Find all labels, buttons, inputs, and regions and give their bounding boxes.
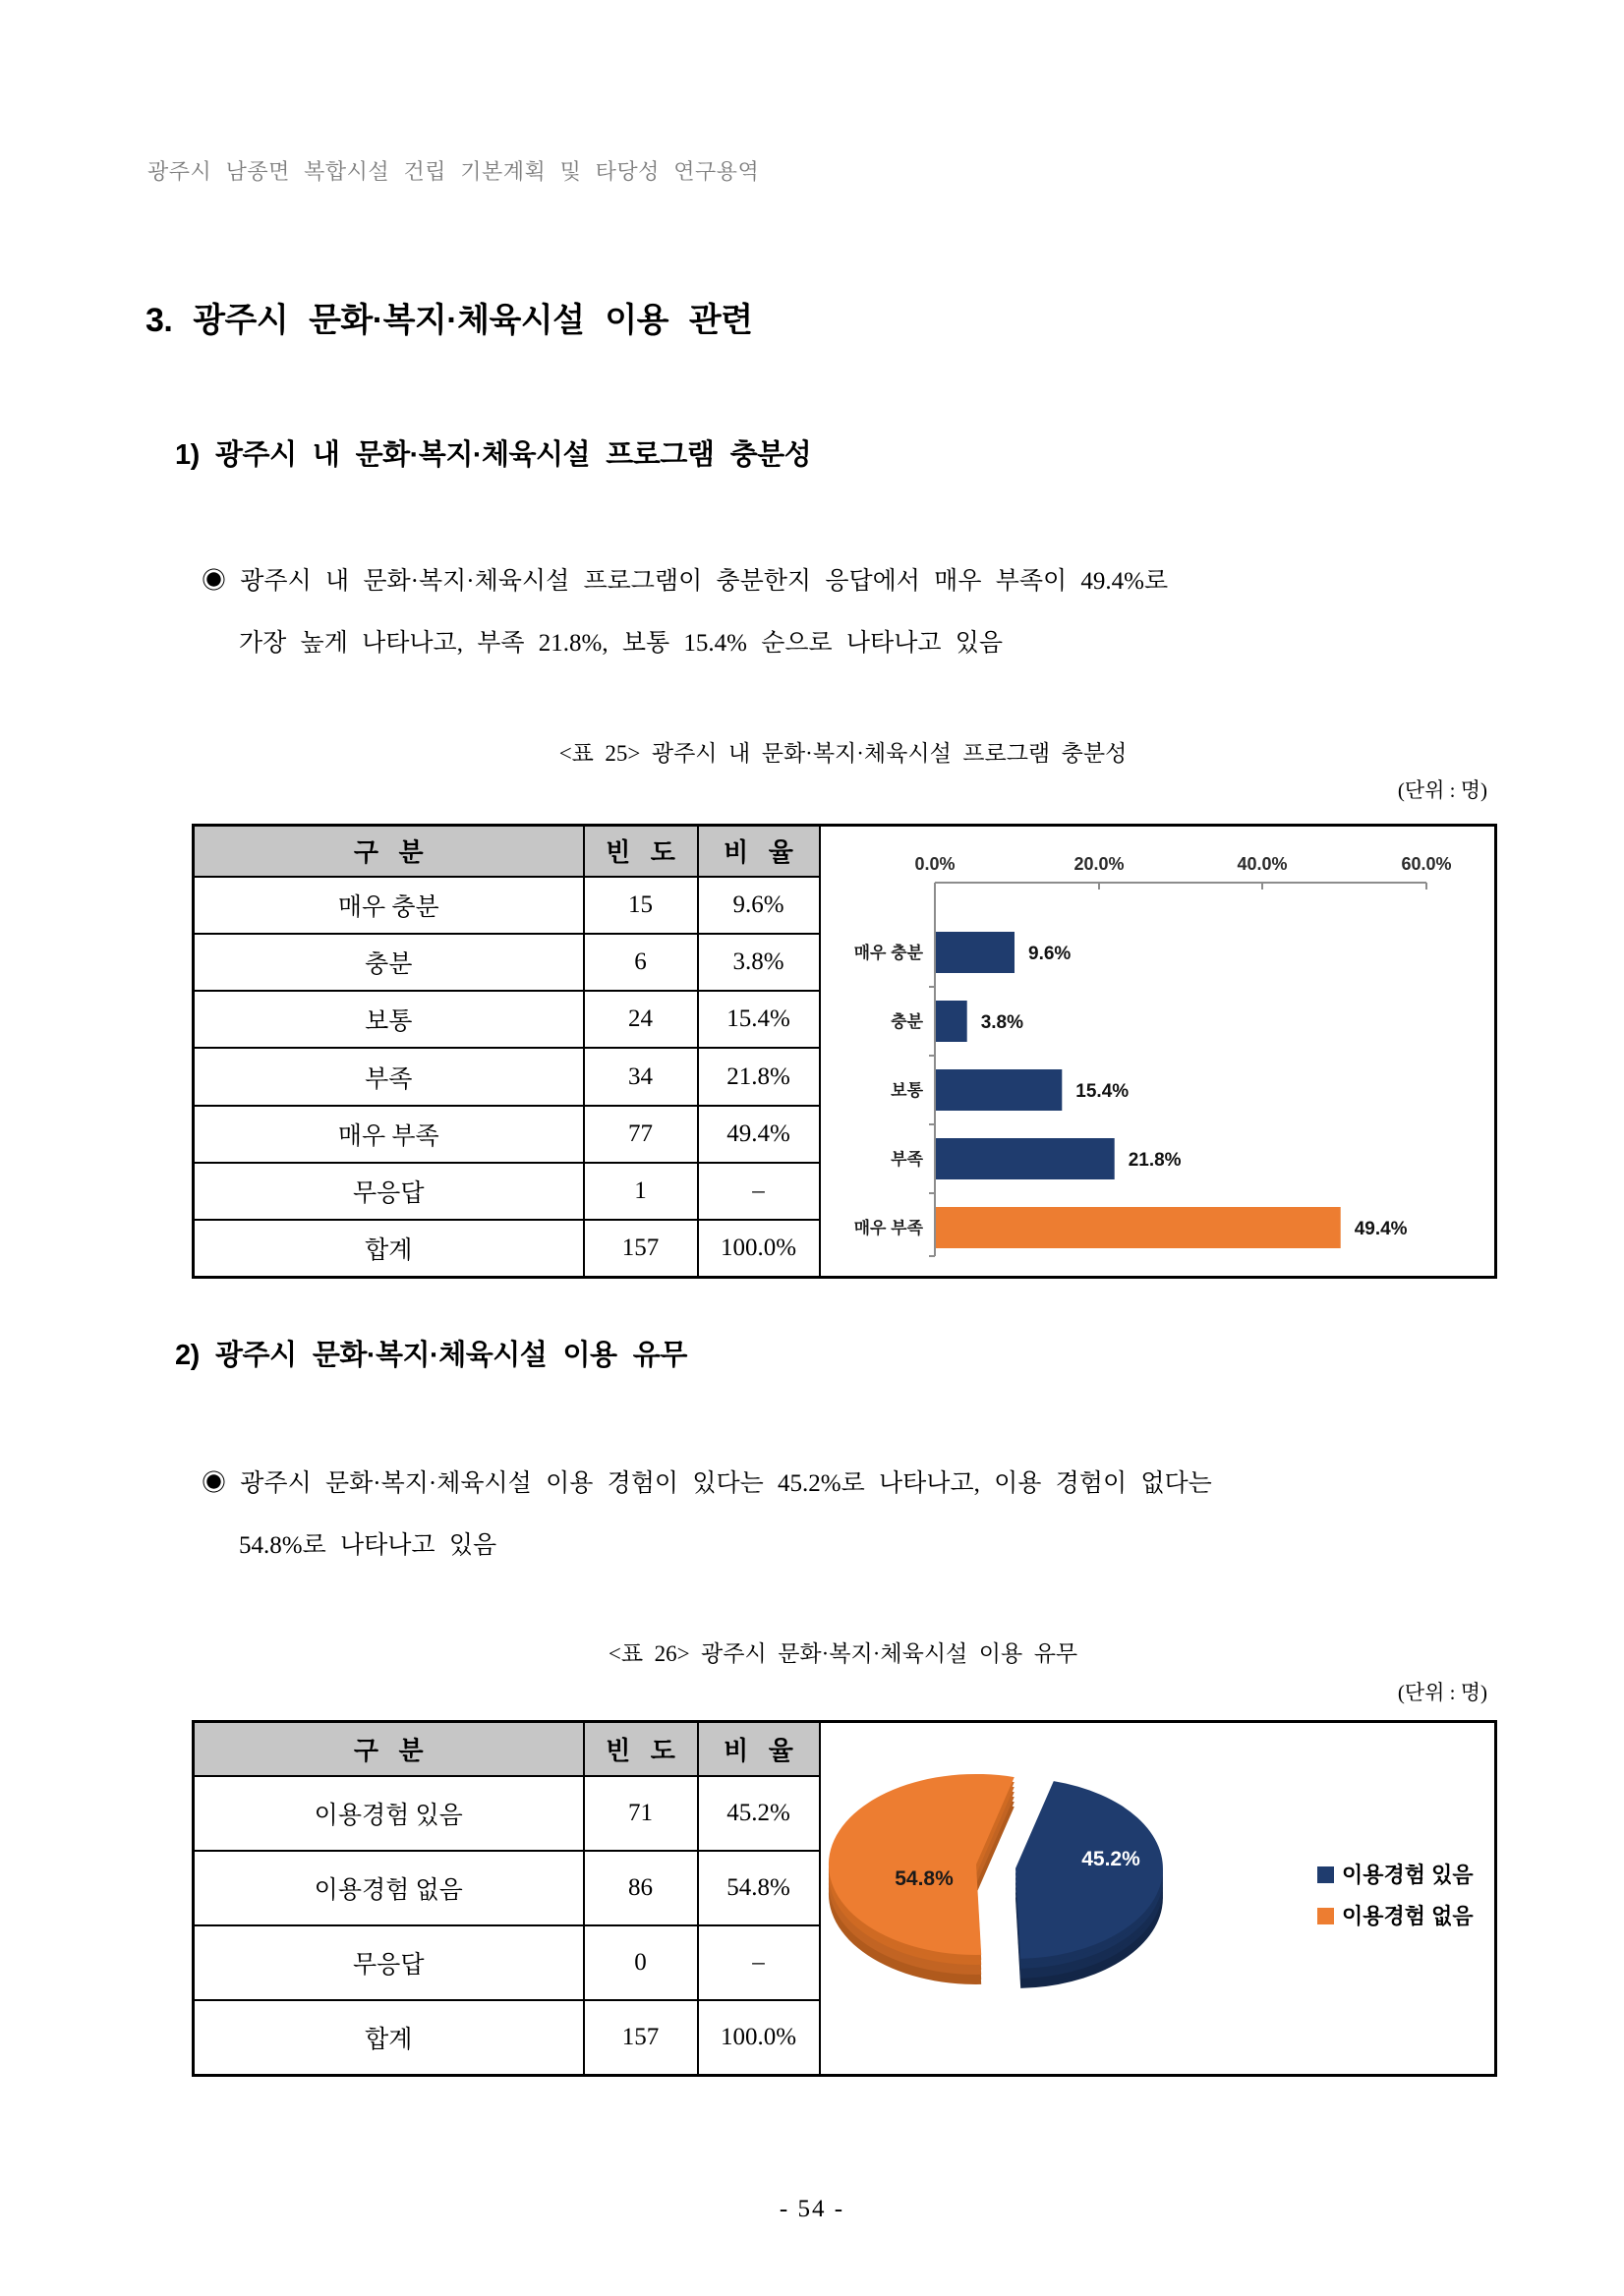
col-header-frequency: 빈 도 — [584, 1722, 698, 1777]
bar-chart — [821, 827, 1493, 1269]
table-row — [194, 826, 1496, 877]
legend-swatch-has-experience — [1317, 1866, 1334, 1883]
bar-category-label: 보통 — [891, 1081, 924, 1100]
cell-category: 매우 충분 — [194, 877, 584, 934]
bullet-text: 광주시 문화·복지·체육시설 이용 경험이 있다는 45.2%로 나타나고, 이용 경험이 없다는 — [240, 1470, 1212, 1497]
col-header-category: 구 분 — [194, 1722, 584, 1777]
cell-frequency: 71 — [584, 1776, 698, 1851]
bar-average — [936, 1069, 1062, 1111]
subsection-1-title: 1) 광주시 내 문화·복지·체육시설 프로그램 충분성 — [175, 439, 812, 471]
cell-frequency: 15 — [584, 877, 698, 934]
bar-category-label: 충분 — [891, 1012, 924, 1031]
pie-slice-has-experience — [1015, 1781, 1163, 1988]
pie-chart — [821, 1723, 1493, 2067]
cell-category: 부족 — [194, 1048, 584, 1105]
section-title: 3. 광주시 문화·복지·체육시설 이용 관련 — [145, 302, 753, 339]
bullet-marker-icon: ◉ — [202, 1470, 227, 1497]
cell-category: 충분 — [194, 934, 584, 991]
bar-insufficient — [936, 1138, 1115, 1179]
bar-sufficient — [936, 1001, 967, 1042]
cell-frequency: 157 — [584, 2000, 698, 2075]
cell-ratio: – — [698, 1925, 820, 2000]
cell-ratio: – — [698, 1163, 820, 1220]
cell-ratio: 9.6% — [698, 877, 820, 934]
bar-category-label: 부족 — [891, 1150, 924, 1169]
table-26 — [192, 1720, 1497, 2077]
table-25-unit-label: (단위 : 명) — [1397, 778, 1487, 802]
table-26-unit-label: (단위 : 명) — [1397, 1681, 1487, 1704]
bullet-line: 가장 높게 나타나고, 부족 21.8%, 보통 15.4% 순으로 나타나고 있음 — [239, 630, 1004, 657]
bar-very-insufficient — [936, 1207, 1341, 1248]
col-header-ratio: 비 율 — [698, 1722, 820, 1777]
legend-swatch-no-experience — [1317, 1908, 1334, 1924]
x-tick-label: 60.0% — [1401, 854, 1452, 874]
bar-value-label: 9.6% — [1028, 944, 1072, 964]
cell-ratio: 54.8% — [698, 1851, 820, 1925]
bar-value-label: 15.4% — [1075, 1081, 1130, 1102]
cell-category: 무응답 — [194, 1163, 584, 1220]
bullet-marker-icon: ◉ — [202, 568, 227, 595]
bar-value-label: 21.8% — [1128, 1150, 1182, 1171]
bullet-line: 54.8%로 나타나고 있음 — [239, 1532, 497, 1559]
pie-label-has-experience: 45.2% — [1081, 1848, 1141, 1870]
x-tick-label: 20.0% — [1073, 854, 1125, 874]
subsection-2-bullet — [202, 1453, 1470, 1577]
table-25 — [192, 824, 1497, 1279]
cell-category: 이용경험 있음 — [194, 1776, 584, 1851]
pie-label-no-experience: 54.8% — [895, 1867, 955, 1890]
cell-frequency: 157 — [584, 1220, 698, 1277]
col-header-category: 구 분 — [194, 826, 584, 877]
cell-ratio: 21.8% — [698, 1048, 820, 1105]
cell-ratio: 49.4% — [698, 1106, 820, 1163]
page-number: - 54 - — [779, 2196, 845, 2222]
cell-category: 합계 — [194, 2000, 584, 2075]
bar-value-label: 3.8% — [980, 1012, 1024, 1033]
legend-label-no-experience: 이용경험 없음 — [1342, 1904, 1474, 1928]
cell-ratio: 100.0% — [698, 1220, 820, 1277]
bar-category-label: 매우 충분 — [853, 944, 924, 962]
cell-category: 이용경험 없음 — [194, 1851, 584, 1925]
subsection-1-bullet — [202, 550, 1470, 674]
x-tick-label: 40.0% — [1237, 854, 1288, 874]
x-tick-label: 0.0% — [914, 854, 956, 874]
table-25-caption: <표 25> 광주시 내 문화·복지·체육시설 프로그램 충분성 — [558, 741, 1128, 766]
bullet-text: 광주시 내 문화·복지·체육시설 프로그램이 충분한지 응답에서 매우 부족이 49.4%로 — [240, 568, 1169, 595]
bar-chart-cell — [820, 826, 1496, 1278]
cell-frequency: 0 — [584, 1925, 698, 2000]
bullet-line — [202, 1453, 1470, 1515]
cell-ratio: 45.2% — [698, 1776, 820, 1851]
cell-ratio: 100.0% — [698, 2000, 820, 2075]
bar-category-label: 매우 부족 — [853, 1219, 924, 1237]
legend-label-has-experience: 이용경험 있음 — [1342, 1863, 1474, 1887]
table-row — [194, 1722, 1496, 1777]
bar-very-sufficient — [936, 932, 1015, 973]
cell-frequency: 34 — [584, 1048, 698, 1105]
cell-frequency: 86 — [584, 1851, 698, 1925]
cell-frequency: 1 — [584, 1163, 698, 1220]
cell-category: 합계 — [194, 1220, 584, 1277]
cell-frequency: 77 — [584, 1106, 698, 1163]
col-header-ratio: 비 율 — [698, 826, 820, 877]
running-head: 광주시 남종면 복합시설 건립 기본계획 및 타당성 연구용역 — [147, 159, 760, 184]
cell-category: 보통 — [194, 991, 584, 1048]
cell-ratio: 3.8% — [698, 934, 820, 991]
cell-ratio: 15.4% — [698, 991, 820, 1048]
table-26-caption: <표 26> 광주시 문화·복지·체육시설 이용 유무 — [608, 1641, 1078, 1666]
pie-legend — [1317, 1863, 1474, 1928]
pie-chart-cell — [820, 1722, 1496, 2076]
cell-category: 무응답 — [194, 1925, 584, 2000]
cell-frequency: 24 — [584, 991, 698, 1048]
cell-frequency: 6 — [584, 934, 698, 991]
cell-category: 매우 부족 — [194, 1106, 584, 1163]
col-header-frequency: 빈 도 — [584, 826, 698, 877]
bullet-line — [202, 550, 1470, 612]
bar-value-label: 49.4% — [1354, 1219, 1408, 1239]
subsection-2-title: 2) 광주시 문화·복지·체육시설 이용 유무 — [175, 1340, 687, 1371]
